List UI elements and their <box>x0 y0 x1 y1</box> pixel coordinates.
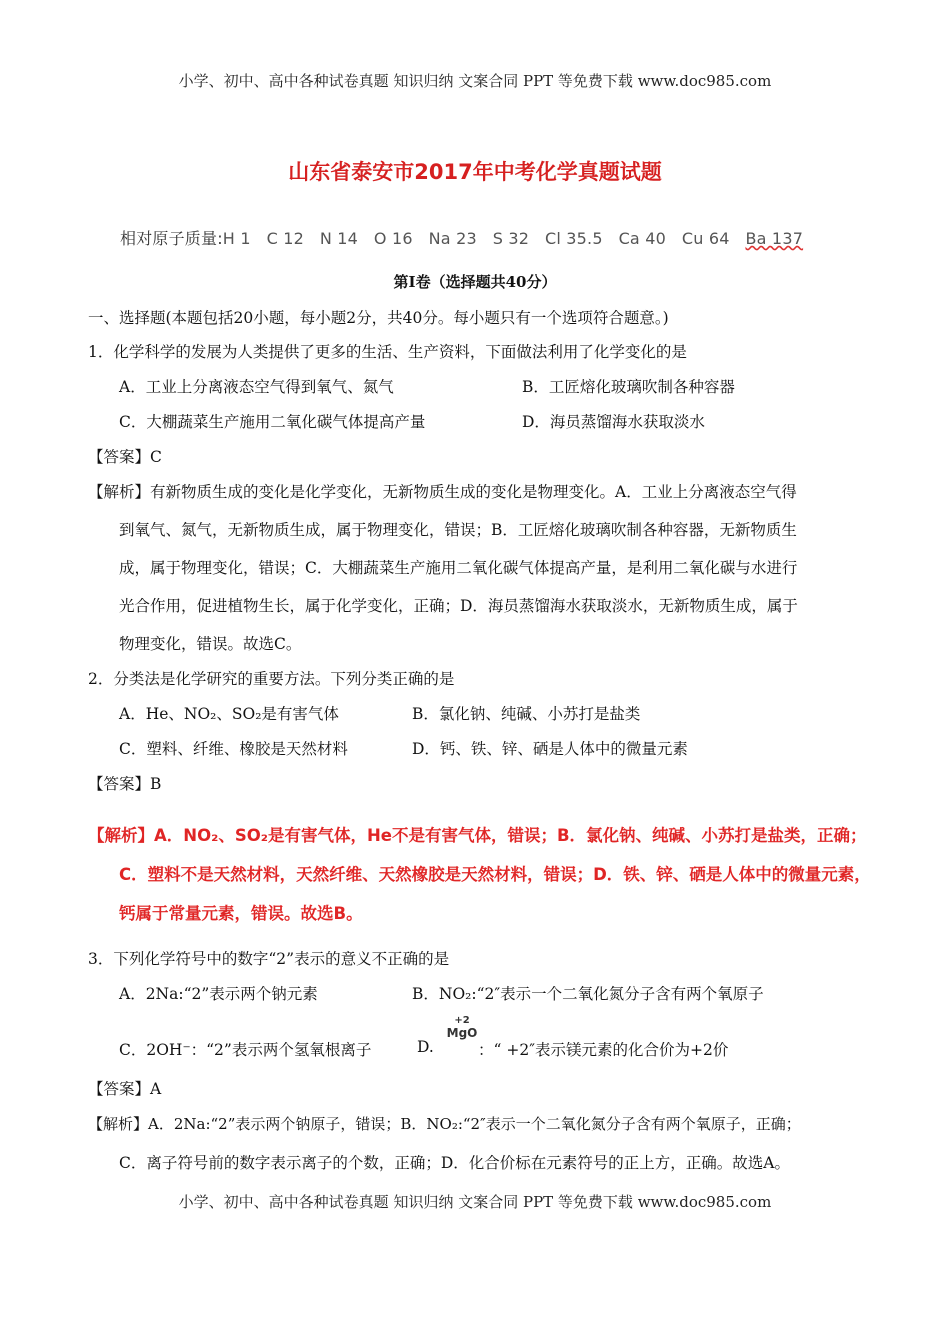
atomic-mass-ca: Ca 40 <box>618 229 666 248</box>
q1-analysis-line: 物理变化，错误。故选C。 <box>119 635 302 653</box>
q2-option-c: C．塑料、纤维、橡胶是天然材料 <box>119 740 348 758</box>
q3-analysis-line: C．离子符号前的数字表示离子的个数，正确；D．化合价标在元素符号的正上方，正确。故选A。 <box>119 1154 790 1172</box>
instructions: 一、选择题(本题包括20小题，每小题2分，共40分。每小题只有一个选项符合题意。) <box>88 309 669 327</box>
q2-analysis-line: 【解析】A．NO₂、SO₂是有害气体，He不是有害气体，错误；B．氯化钠、纯碱、小苏打是盐类，正确； <box>88 826 867 845</box>
q1-analysis-line: 【解析】有新物质生成的变化是化学变化，无新物质生成的变化是物理变化。A．工业上分离液态空气得 <box>88 483 797 501</box>
q2-option-b: B．氯化钠、纯碱、小苏打是盐类 <box>412 705 641 723</box>
atomic-masses-label: 相对原子质量: <box>120 229 223 248</box>
q1-analysis-line: 到氧气、氮气，无新物质生成，属于物理变化，错误；B．工匠熔化玻璃吹制各种容器，无新物质生 <box>119 521 797 539</box>
q3-option-b: B．NO₂:“2″表示一个二氧化氮分子含有两个氧原子 <box>412 985 764 1003</box>
page-footer: 小学、初中、高中各种试卷真题 知识归纳 文案合同 PPT 等免费下载 www.doc985.com <box>178 1193 772 1211</box>
q3-answer: 【答案】A <box>88 1080 162 1098</box>
atomic-mass-o: O 16 <box>373 229 413 248</box>
atomic-mass-c: C 12 <box>266 229 304 248</box>
mgo-formula: MgO <box>446 1026 478 1040</box>
section-title: 第Ⅰ卷（选择题共40分） <box>393 273 557 291</box>
q2-answer: 【答案】B <box>88 775 162 793</box>
atomic-masses <box>120 226 803 249</box>
atomic-mass-na: Na 23 <box>428 229 477 248</box>
q3-analysis-line: 【解析】A．2Na:“2”表示两个钠原子，错误；B．NO₂:“2″表示一个二氧化氮分子含有两个氧原子，正确； <box>88 1115 801 1133</box>
atomic-mass-n: N 14 <box>319 229 359 248</box>
atomic-mass-cu: Cu 64 <box>681 229 730 248</box>
q1-option-a: A．工业上分离液态空气得到氧气、氮气 <box>119 378 394 396</box>
q1-stem: 1．化学科学的发展为人类提供了更多的生活、生产资料，下面做法利用了化学变化的是 <box>88 343 687 361</box>
q1-analysis-line: 成，属于物理变化，错误；C．大棚蔬菜生产施用二氧化碳气体提高产量，是利用二氧化碳与水进行 <box>119 559 798 577</box>
q2-option-a: A．He、NO₂、SO₂是有害气体 <box>119 705 339 723</box>
q3-option-a: A．2Na:“2”表示两个钠元素 <box>119 985 318 1003</box>
q2-stem: 2．分类法是化学研究的重要方法。下列分类正确的是 <box>88 670 455 688</box>
page-header: 小学、初中、高中各种试卷真题 知识归纳 文案合同 PPT 等免费下载 www.doc985.com <box>178 72 772 90</box>
q3-option-c: C．2OH⁻：“2”表示两个氢氧根离子 <box>119 1041 372 1059</box>
q1-analysis-line: 光合作用，促进植物生长，属于化学变化，正确；D．海员蒸馏海水获取淡水，无新物质生成，属于 <box>119 597 798 615</box>
atomic-mass-cl: Cl 35.5 <box>544 229 603 248</box>
q2-analysis-line: C．塑料不是天然材料，天然纤维、天然橡胶是天然材料，错误；D．铁、锌、硒是人体中的微量元素， <box>119 865 871 884</box>
atomic-mass-ba: Ba 137 <box>745 229 804 248</box>
exam-title: 山东省泰安市2017年中考化学真题试题 <box>288 160 662 184</box>
mgo-charge: +2 <box>454 1015 470 1026</box>
q3-option-d-text: ：“ +2″表示镁元素的化合价为+2价 <box>478 1041 729 1059</box>
q1-option-c: C．大棚蔬菜生产施用二氧化碳气体提高产量 <box>119 413 426 431</box>
q1-answer: 【答案】C <box>88 448 162 466</box>
atomic-mass-h: H 1 <box>222 229 251 248</box>
q3-stem: 3．下列化学符号中的数字“2”表示的意义不正确的是 <box>88 950 450 968</box>
q1-option-d: D．海员蒸馏海水获取淡水 <box>522 413 705 431</box>
q1-option-b: B．工匠熔化玻璃吹制各种容器 <box>522 378 735 396</box>
q3-option-d-prefix: D. <box>417 1038 434 1056</box>
q2-option-d: D．钙、铁、锌、硒是人体中的微量元素 <box>412 740 688 758</box>
q2-analysis-line: 钙属于常量元素，错误。故选B。 <box>119 904 363 923</box>
mgo-valence-symbol <box>445 1016 479 1040</box>
atomic-mass-s: S 32 <box>492 229 530 248</box>
